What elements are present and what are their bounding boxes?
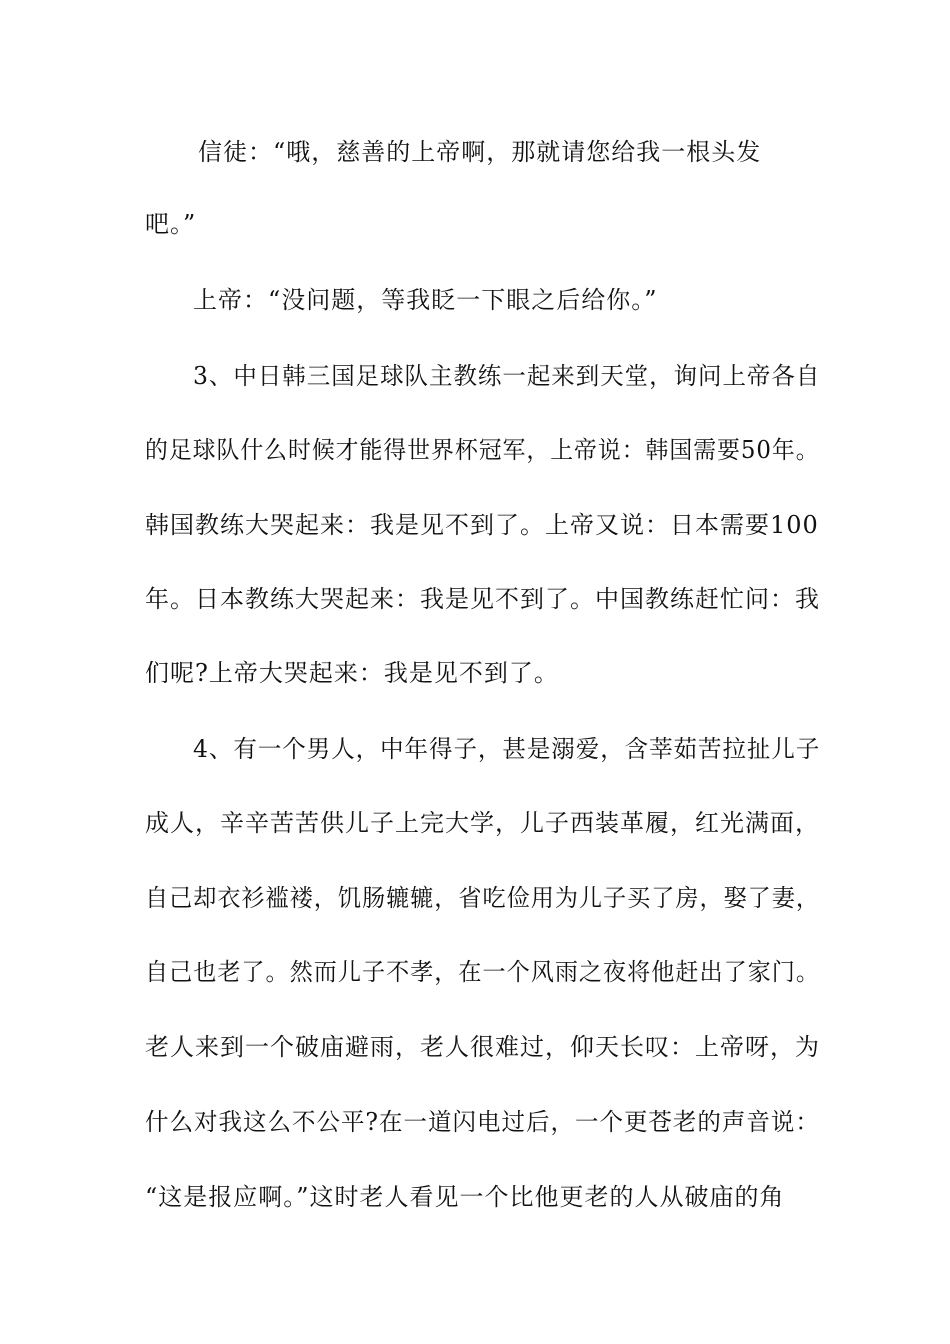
text-line: 3、中日韩三国足球队主教练一起来到天堂，询问上帝各自 [193, 362, 821, 390]
text-line: 老人来到一个破庙避雨，老人很难过，仰天长叹：上帝呀，为 [145, 1033, 820, 1061]
text-line: 年。日本教练大哭起来：我是见不到了。中国教练赶忙问：我 [145, 585, 820, 613]
text-line: 的足球队什么时候才能得世界杯冠军，上帝说：韩国需要50年。 [145, 436, 820, 464]
text-line: 4、有一个男人，中年得子，甚是溺爱，含莘茹苦拉扯儿子 [193, 735, 821, 763]
text-line: 吧。” [145, 210, 197, 238]
text-line: 上帝：“没问题，等我眨一下眼之后给你。” [193, 286, 658, 314]
text-line: 什么对我这么不公平?在一道闪电过后，一个更苍老的声音说： [145, 1108, 820, 1136]
text-line: “这是报应啊。”这时老人看见一个比他更老的人从破庙的角 [145, 1183, 785, 1211]
text-line: 韩国教练大哭起来：我是见不到了。上帝又说：日本需要100 [145, 511, 819, 539]
text-line: 自己也老了。然而儿子不孝，在一个风雨之夜将他赶出了家门。 [145, 958, 821, 986]
text-line: 成人，辛辛苦苦供儿子上完大学，儿子西装革履，红光满面， [145, 809, 820, 837]
text-line: 信徒：“哦，慈善的上帝啊，那就请您给我一根头发 [198, 138, 762, 166]
text-line: 们呢?上帝大哭起来：我是见不到了。 [145, 659, 559, 687]
text-line: 自己却衣衫褴褛，饥肠辘辘，省吃俭用为儿子买了房，娶了妻， [145, 884, 821, 912]
